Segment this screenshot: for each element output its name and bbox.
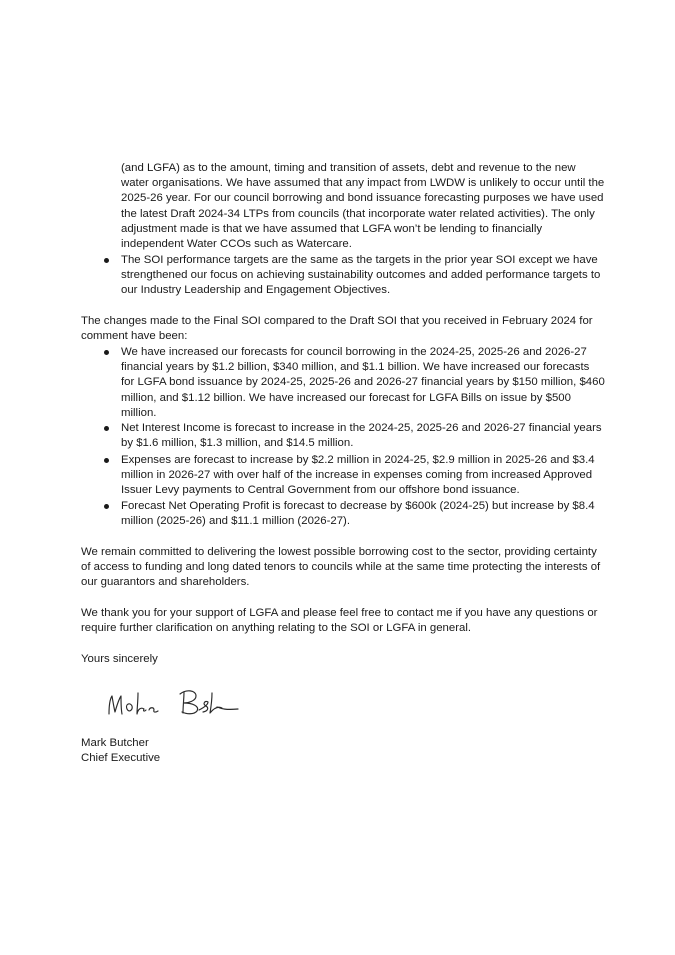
bullet-marker: [103, 253, 111, 268]
commitment-paragraph: We remain committed to delivering the lowest possible borrowing cost to the sector, providing certainty of access to funding and long dated tenors to councils while at the same time protecting the interests of our guarantors and shareholders.: [81, 546, 601, 589]
intro-continuation-paragraph: (and LGFA) as to the amount, timing and transition of assets, debt and revenue to the new water organisations. We have assumed that any impact from LWDW is unlikely to occur until the 2025-26 year. For our council borrowing and bond issuance forecasting purposes we have used the latest Draft 2024-34 LTPs from councils (that incorporate water related activities). The only adjustment made is that we have assumed that LGFA won’t be lending to financially independent Water CCOs such as Watercare.: [121, 162, 605, 251]
bullet-marker: [103, 499, 111, 514]
signatory-name: Mark Butcher: [81, 737, 149, 749]
thanks-paragraph: We thank you for your support of LGFA and please feel free to contact me if you have any questions or require further clarification on anything relating to the SOI or LGFA in general.: [81, 607, 598, 635]
bullet-marker: [103, 421, 111, 436]
performance-targets-item: The SOI performance targets are the same as the targets in the prior year SOI except we have strengthened our focus on achieving sustainability outcomes and added performance targets to our Industry Leadership and Engagement Objectives.: [121, 254, 601, 297]
change-item-net-interest-income: Net Interest Income is forecast to increase in the 2024-25, 2025-26 and 2026-27 financial years by $1.6 million, $1.3 million, and $14.5 million.: [121, 422, 602, 450]
changes-intro-paragraph: The changes made to the Final SOI compared to the Draft SOI that you received in February 2024 for comment have been:: [81, 315, 593, 343]
change-item-expenses: Expenses are forecast to increase by $2.2 million in 2024-25, $2.9 million in 2025-26 and $3.4 million in 2026-27 with over half of the increase in expenses coming from increased Approved Issuer Levy payments to Central Government from our offshore bond issuance.: [121, 454, 595, 497]
change-item-borrowing-forecasts: We have increased our forecasts for council borrowing in the 2024-25, 2025-26 and 2026-27 financial years by $1.2 billion, $340 million, and $1.1 billion. We have increased our forecasts for LGFA bond issuance by 2024-25, 2025-26 and 2026-27 financial years by $150 million, $460 million, and $1.12 billion. We have increased our forecast for LGFA Bills on issue by $500 million.: [121, 346, 605, 419]
signature-text: Mark Butcher: [100, 728, 106, 729]
change-item-net-operating-profit: Forecast Net Operating Profit is forecast to decrease by $600k (2024-25) but increase by $8.4 million (2025-26) and $11.1 million (2026-27).: [121, 500, 595, 528]
signatory-title: Chief Executive: [81, 752, 161, 764]
bullet-marker: [103, 453, 111, 468]
handwritten-signature: [100, 680, 260, 730]
closing-line: Yours sincerely: [81, 653, 158, 665]
bullet-marker: [103, 345, 111, 360]
